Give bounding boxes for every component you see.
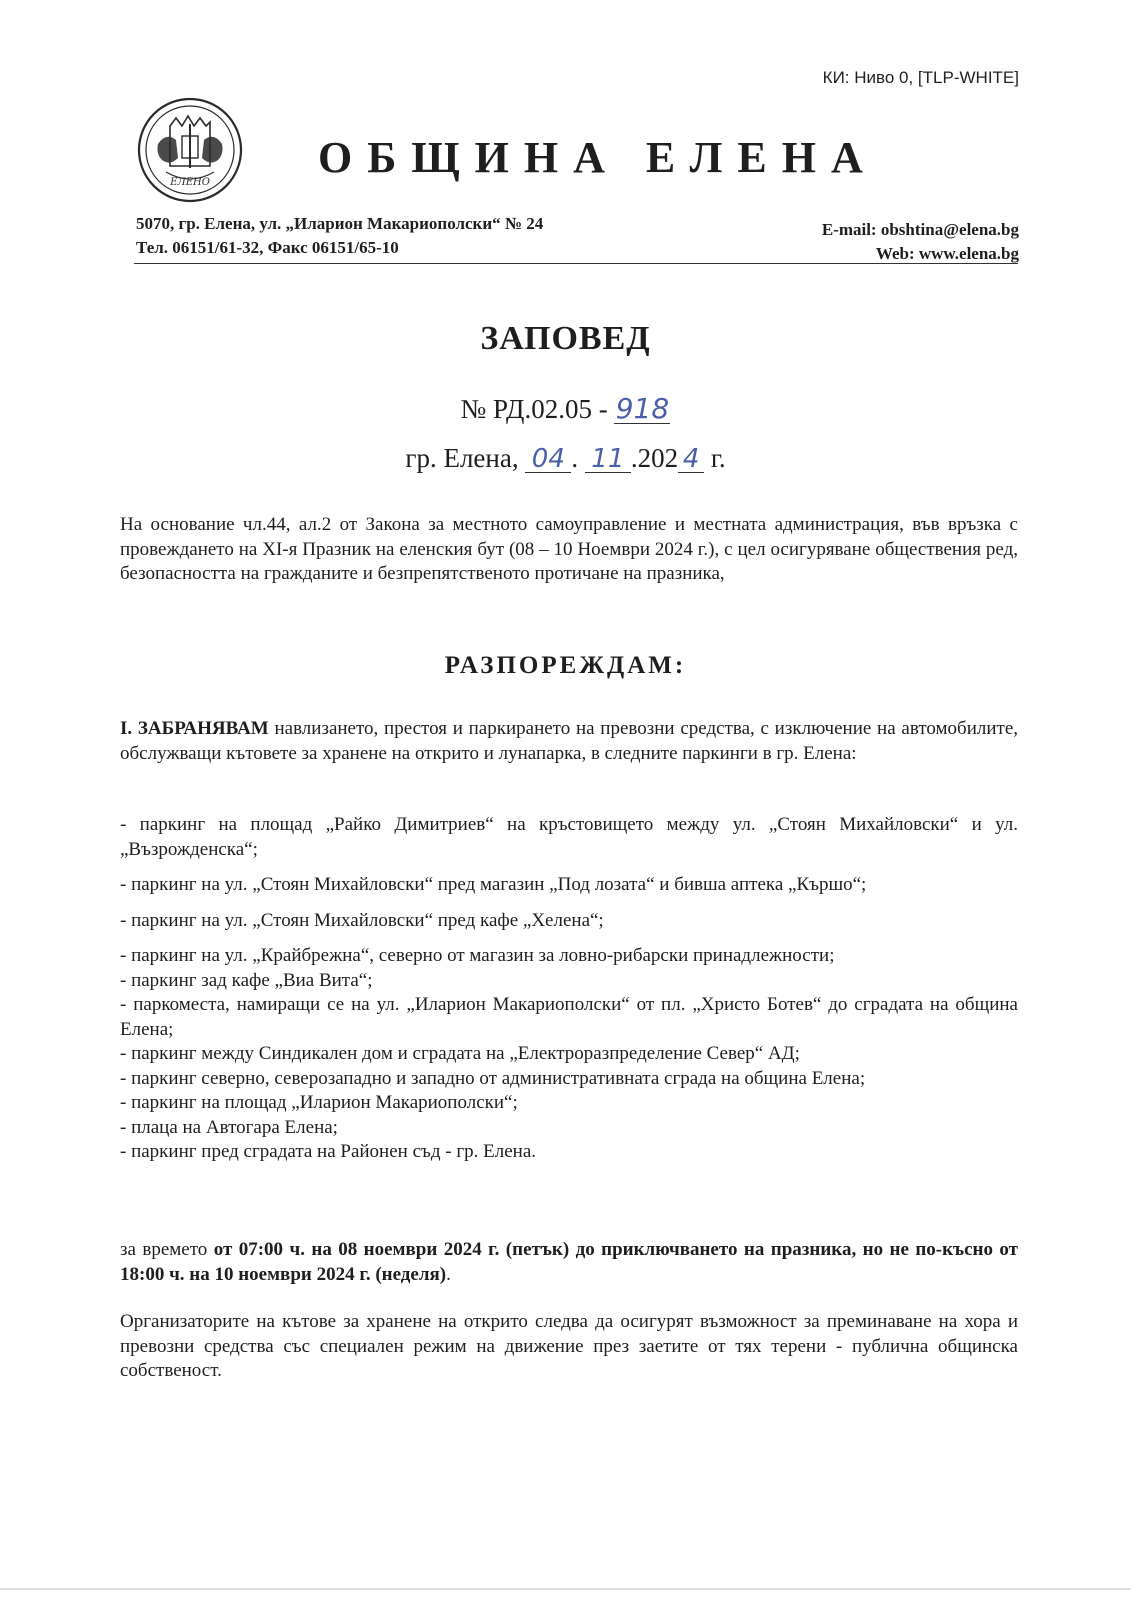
classification-label: КИ: Ниво 0, [TLP-WHITE] xyxy=(822,68,1019,87)
period-bold: от 07:00 ч. на 08 ноември 2024 г. (петък) до приключването на празника, но не по-късно от 18:00 ч. на 10 ноември 2024 г. (неделя) xyxy=(120,1239,1019,1285)
list-item: - паркинг на площад „Иларион Макариополски“; xyxy=(120,1092,518,1113)
header-divider xyxy=(134,263,1018,264)
decree-heading: РАЗПОРЕЖДАМ: xyxy=(444,652,687,679)
order-number-handwritten: 918 xyxy=(615,392,670,425)
list-item: - паркинг между Синдикален дом и сградата на „Електроразпределение Север“ АД; xyxy=(120,1043,800,1064)
list-item: - паркинг на ул. „Стоян Михайловски“ пред магазин „Под лозата“ и бивша аптека „Кършо“; xyxy=(120,874,867,895)
date-year-handwritten: 4 xyxy=(678,446,704,473)
municipality-name: ОБЩИНА ЕЛЕНА xyxy=(318,133,878,182)
parking-list xyxy=(120,813,1018,1165)
date-day-handwritten: 04 xyxy=(525,446,571,473)
list-item: - паркоместа, намиращи се на ул. „Иларион Макариополски“ от пл. „Христо Ботев“ до сградата на община Елена; xyxy=(120,994,1018,1040)
list-item: - паркинг на ул. „Крайбрежна“, северно от магазин за ловно-рибарски принадлежности; xyxy=(120,945,835,966)
list-item: - паркинг пред сградата на Районен съд - гр. Елена. xyxy=(120,1141,536,1162)
order-date-line xyxy=(0,443,1131,474)
list-item: - паркинг зад кафе „Виа Вита“; xyxy=(120,969,373,991)
contact-block xyxy=(822,218,1019,266)
section1-paragraph xyxy=(120,717,1018,766)
scan-edge-line xyxy=(0,1588,1131,1590)
list-item: - паркинг на ул. „Стоян Михайловски“ пред кафе „Хелена“; xyxy=(120,909,604,931)
order-number-prefix: № РД.02.05 - xyxy=(460,394,608,424)
municipal-seal-icon xyxy=(136,96,244,204)
document-title: ЗАПОВЕД xyxy=(480,320,651,357)
address-line: 5070, гр. Елена, ул. „Иларион Макариополски“ № 24 xyxy=(136,214,544,233)
date-year-suffix: г. xyxy=(710,443,726,473)
period-suffix: . xyxy=(446,1263,451,1285)
preamble-paragraph: На основание чл.44, ал.2 от Закона за местното самоуправление и местната администрация, във връзка с провеждането на XI-я Празник на еленския бут (08 – 10 Ноември 2024 г.), с цел осигуряване обществения ред, безопасността на гражданите и безпрепятственото протичане на празника, xyxy=(120,514,1018,584)
list-item: - паркинг северно, северозападно и западно от административната сграда на община Елена; xyxy=(120,1067,866,1089)
web-line: Web: www.elena.bg xyxy=(875,244,1019,263)
address-block xyxy=(136,212,543,260)
date-dot: . xyxy=(571,443,579,473)
section1-lead: I. ЗАБРАНЯВАМ xyxy=(120,718,269,739)
date-month-handwritten: 11 xyxy=(585,446,631,473)
order-number-line xyxy=(0,394,1131,425)
seal-text: ЕЛЕНО xyxy=(170,177,210,188)
list-item: - плаца на Автогара Елена; xyxy=(120,1116,338,1138)
organizers-paragraph: Организаторите на кътове за хранене на открито следва да осигурят възможност за преминаване на хора и превозни средства със специален режим на движение през заетите от тях терени - публична общинска собственост. xyxy=(120,1311,1018,1381)
period-paragraph xyxy=(120,1238,1018,1287)
date-year-prefix: .202 xyxy=(630,443,679,473)
list-item: - паркинг на площад „Райко Димитриев“ на кръстовището между ул. „Стоян Михайловски“ и ул. „Възрожденска“; xyxy=(120,814,1018,860)
period-prefix: за времето xyxy=(120,1239,214,1260)
phone-fax-line: Тел. 06151/61-32, Факс 06151/65-10 xyxy=(136,238,399,257)
section1-text: навлизането, престоя и паркирането на превозни средства, с изключение на автомобилите, обслужващи кътовете за хранене на открито и лунапарка, в следните паркинги в гр. Елена: xyxy=(120,718,1019,764)
email-line: E-mail: obshtina@elena.bg xyxy=(821,220,1019,239)
place-prefix: гр. Елена, xyxy=(405,443,519,473)
